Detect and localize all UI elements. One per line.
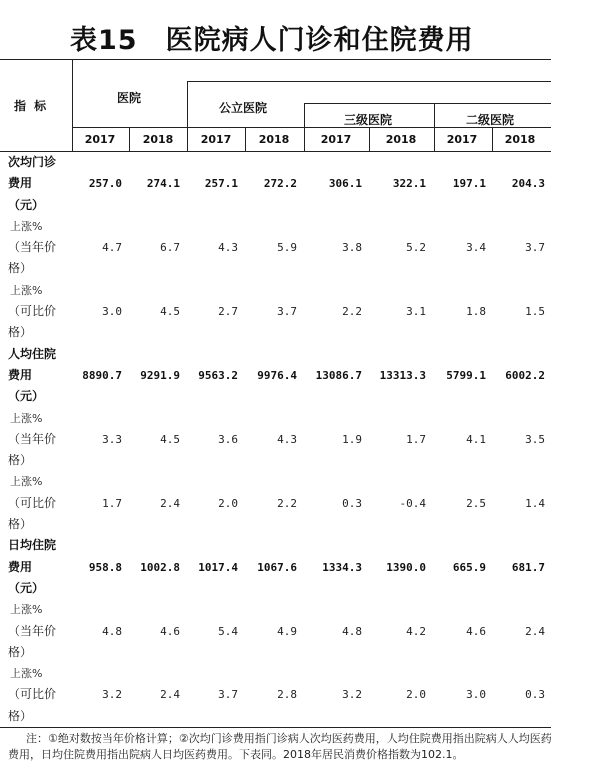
row-label: （元） <box>8 389 45 404</box>
table-row <box>0 301 560 322</box>
row-label: （可比价 <box>8 304 57 319</box>
table-cell: 3.5 <box>525 432 545 446</box>
table-row <box>0 621 560 642</box>
row-label: 人均住院 <box>8 346 57 361</box>
row-label: （当年价 <box>8 240 57 255</box>
table-cell: 2.4 <box>525 624 545 638</box>
table-row <box>0 557 560 578</box>
table-cell: 4.9 <box>277 624 297 638</box>
row-label: 上涨% <box>10 667 43 681</box>
table-cell: 5.2 <box>406 241 426 255</box>
header-year: 2017 <box>446 133 478 146</box>
table-cell: 4.3 <box>277 432 297 446</box>
table-cell: 9563.2 <box>198 368 238 382</box>
table-cell: 4.2 <box>406 624 426 638</box>
table-row <box>0 195 560 216</box>
table-cell: 2.4 <box>160 496 180 510</box>
table-cell: 681.7 <box>511 560 545 574</box>
tertiary-year-divider <box>369 127 370 151</box>
row-label: 费用 <box>8 176 33 191</box>
header-year: 2018 <box>504 133 536 146</box>
table-cell: 9291.9 <box>140 368 180 382</box>
table-cell: 0.3 <box>342 496 362 510</box>
table-row <box>0 258 560 279</box>
table-row <box>0 471 560 492</box>
page-title: 表15 医院病人门诊和住院费用 <box>70 25 474 56</box>
table-cell: 2.2 <box>342 305 362 319</box>
table-cell: 2.7 <box>218 305 238 319</box>
row-label: 格） <box>8 325 33 340</box>
row-label: 格） <box>8 708 33 723</box>
row-label: （当年价 <box>8 623 57 638</box>
row-label: （可比价 <box>8 687 57 702</box>
row-label: 次均门诊 <box>8 155 57 169</box>
table-cell: 1.7 <box>102 496 122 510</box>
table-row <box>0 663 560 684</box>
table-cell: 13086.7 <box>315 368 362 382</box>
table-row <box>0 493 560 514</box>
table-cell: 204.3 <box>511 177 545 191</box>
row-label: 上涨% <box>10 283 43 297</box>
table-row <box>0 216 560 237</box>
table-cell: 3.1 <box>406 305 426 319</box>
table-row <box>0 280 560 301</box>
table-row <box>0 535 560 556</box>
table-cell: 5.4 <box>218 624 238 638</box>
table-cell: 2.2 <box>277 496 297 510</box>
table-cell: 4.6 <box>160 624 180 638</box>
table-cell: 3.0 <box>102 305 122 319</box>
row-label: 上涨% <box>10 603 43 617</box>
table-cell: 3.4 <box>466 241 486 255</box>
table-cell: 272.2 <box>263 177 297 191</box>
table-cell: 3.3 <box>102 432 122 446</box>
table-cell: 274.1 <box>146 177 180 191</box>
table-cell: 5799.1 <box>446 368 486 382</box>
table-cell: 4.5 <box>160 305 180 319</box>
table-cell: 2.0 <box>218 496 238 510</box>
table-cell: 3.7 <box>525 241 545 255</box>
table-cell: 322.1 <box>392 177 426 191</box>
table-cell: 2.5 <box>466 496 486 510</box>
table-cell: 1390.0 <box>386 560 426 574</box>
header-tertiary-hospital: 三级医院 <box>344 113 393 127</box>
table-cell: 4.3 <box>218 241 238 255</box>
table-cell: 0.3 <box>525 688 545 702</box>
table-row <box>0 514 560 535</box>
table-row <box>0 322 560 343</box>
row-label: 上涨% <box>10 219 43 233</box>
table-top-rule <box>0 59 551 60</box>
table-cell: 1067.6 <box>257 560 297 574</box>
table-cell: 197.1 <box>452 177 486 191</box>
header-secondary-hospital: 二级医院 <box>466 113 515 127</box>
table-row <box>0 237 560 258</box>
table-cell: 1017.4 <box>198 560 238 574</box>
row-label: 费用 <box>8 367 33 382</box>
table-bottom-rule <box>0 727 551 728</box>
table-row <box>0 706 560 727</box>
row-label: 日均住院 <box>8 538 57 553</box>
table-cell: 2.8 <box>277 688 297 702</box>
table-cell: 8890.7 <box>82 368 122 382</box>
table-cell: 1.7 <box>406 432 426 446</box>
table-row <box>0 408 560 429</box>
header-public-hospital: 公立医院 <box>219 101 268 115</box>
table-cell: 6.7 <box>160 241 180 255</box>
footnote: 注：①绝对数按当年价格计算；②次均门诊费用指门诊病人次均医药费用，人均住院费用指出院病人人均医药费用，日均住院费用指出院病人日均医药费用。下表同。2018年居民消费价格指数为102.1。 <box>8 732 552 761</box>
table-cell: 1.8 <box>466 305 486 319</box>
table-row <box>0 578 560 599</box>
table-cell: 3.7 <box>277 305 297 319</box>
header-year: 2017 <box>320 133 352 146</box>
table-cell: 306.1 <box>328 177 362 191</box>
table-cell: 3.0 <box>466 688 486 702</box>
table-cell: 1.5 <box>525 305 545 319</box>
table-cell: 4.5 <box>160 432 180 446</box>
table-row <box>0 386 560 407</box>
table-row <box>0 344 560 365</box>
table-cell: 1334.3 <box>322 560 362 574</box>
header-year: 2017 <box>84 133 116 146</box>
header-year: 2018 <box>258 133 290 146</box>
public-hospital-top-rule <box>187 81 551 82</box>
table-cell: 3.6 <box>218 432 238 446</box>
header-year: 2017 <box>200 133 232 146</box>
header-indicator: 指 标 <box>14 99 49 113</box>
row-label: 上涨% <box>10 411 43 425</box>
tertiary-column-rule <box>304 103 305 151</box>
row-label: （当年价 <box>8 431 57 446</box>
row-label: 格） <box>8 453 33 468</box>
table-cell: 1.9 <box>342 432 362 446</box>
hospital-level-top-rule <box>304 103 551 104</box>
table-cell: 1.4 <box>525 496 545 510</box>
table-cell: 1002.8 <box>140 560 180 574</box>
table-cell: 665.9 <box>452 560 486 574</box>
header-hospital: 医院 <box>117 91 142 105</box>
table-cell: 257.1 <box>204 177 238 191</box>
table-cell: 3.2 <box>102 688 122 702</box>
table-row <box>0 173 560 194</box>
table-cell: 4.8 <box>342 624 362 638</box>
table-row <box>0 642 560 663</box>
row-label: 费用 <box>8 559 33 574</box>
header-year: 2018 <box>142 133 174 146</box>
table-row <box>0 450 560 471</box>
table-cell: 3.2 <box>342 688 362 702</box>
table-cell: 5.9 <box>277 241 297 255</box>
table-cell: 257.0 <box>88 177 122 191</box>
row-label: （元） <box>8 580 45 595</box>
table-cell: 13313.3 <box>379 368 426 382</box>
table-row <box>0 152 560 173</box>
table-row <box>0 365 560 386</box>
row-label: 格） <box>8 517 33 532</box>
table-row <box>0 429 560 450</box>
row-label: （可比价 <box>8 495 57 510</box>
table-body <box>0 152 560 727</box>
table-cell: 4.6 <box>466 624 486 638</box>
table-cell: 2.4 <box>160 688 180 702</box>
table-cell: 9976.4 <box>257 368 297 382</box>
row-label: 上涨% <box>10 475 43 489</box>
table-cell: 4.8 <box>102 624 122 638</box>
table-row <box>0 684 560 705</box>
row-label: 格） <box>8 644 33 659</box>
table-cell: -0.4 <box>399 496 426 510</box>
row-label: （元） <box>8 197 45 212</box>
table-cell: 958.8 <box>88 560 122 574</box>
table-cell: 2.0 <box>406 688 426 702</box>
table-cell: 6002.2 <box>505 368 545 382</box>
table-cell: 4.7 <box>102 241 122 255</box>
table-cell: 4.1 <box>466 432 486 446</box>
table-row <box>0 599 560 620</box>
header-year: 2018 <box>385 133 417 146</box>
table-cell: 3.7 <box>218 688 238 702</box>
row-label: 格） <box>8 261 33 276</box>
table-cell: 3.8 <box>342 241 362 255</box>
